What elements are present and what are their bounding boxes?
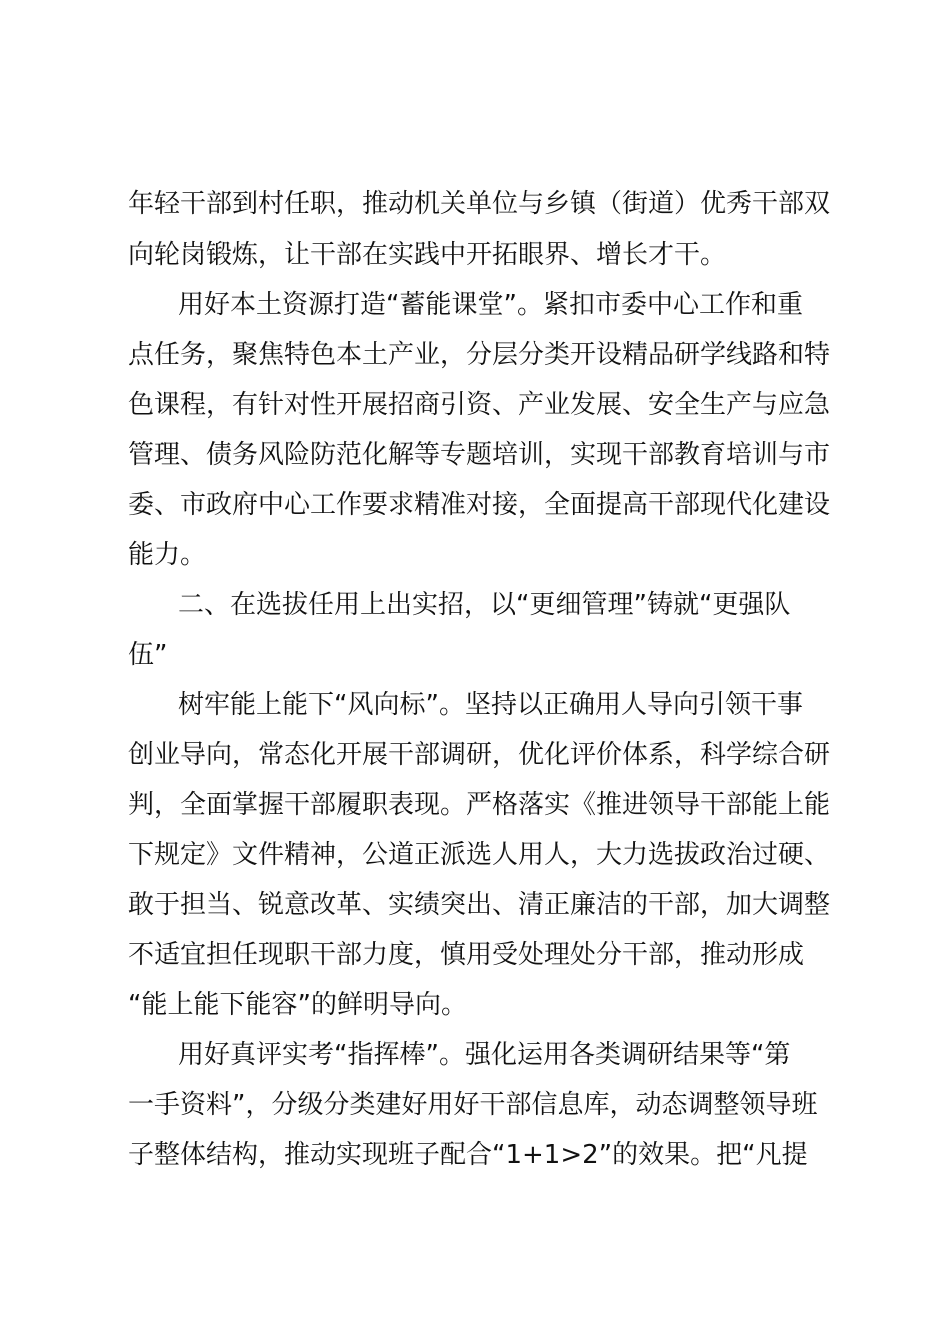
paragraph-line: 下规定》文件精神，公道正派选人用人，大力选拔政治过硬、 bbox=[128, 840, 831, 870]
paragraph-line: 委、市政府中心工作要求精准对接，全面提高干部现代化建设 bbox=[128, 490, 831, 520]
section-heading-line: 伍” bbox=[128, 640, 168, 670]
paragraph-line: 管理、债务风险防范化解等专题培训，实现干部教育培训与市 bbox=[128, 440, 831, 470]
paragraph-line: 色课程，有针对性开展招商引资、产业发展、安全生产与应急 bbox=[128, 390, 831, 420]
paragraph-line: 不适宜担任现职干部力度，慎用受处理处分干部，推动形成 bbox=[128, 940, 805, 970]
paragraph-line: 能力。 bbox=[128, 540, 207, 570]
paragraph-line: 向轮岗锻炼，让干部在实践中开拓眼界、增长才干。 bbox=[128, 240, 727, 270]
paragraph-heading-line: 用好真评实考“指挥棒”。强化运用各类调研结果等“第 bbox=[178, 1040, 791, 1070]
paragraph-line: 判，全面掌握干部履职表现。严格落实《推进领导干部能上能 bbox=[128, 790, 831, 820]
paragraph-line: 点任务，聚焦特色本土产业，分层分类开设精品研学线路和特 bbox=[128, 340, 831, 370]
paragraph-line: 子整体结构，推动实现班子配合“1+1>2”的效果。把“凡提 bbox=[128, 1140, 808, 1170]
paragraph-line: “能上能下能容”的鲜明导向。 bbox=[128, 990, 467, 1020]
paragraph-line: 敢于担当、锐意改革、实绩突出、清正廉洁的干部，加大调整 bbox=[128, 890, 831, 920]
paragraph-heading-line: 用好本土资源打造“蓄能课堂”。紧扣市委中心工作和重 bbox=[178, 290, 803, 320]
paragraph-line: 年轻干部到村任职，推动机关单位与乡镇（街道）优秀干部双 bbox=[128, 189, 831, 219]
paragraph-line: 一手资料”，分级分类建好用好干部信息库，动态调整领导班 bbox=[128, 1090, 818, 1120]
paragraph-heading-line: 树牢能上能下“风向标”。坚持以正确用人导向引领干事 bbox=[178, 690, 803, 720]
paragraph-line: 创业导向，常态化开展干部调研，优化评价体系，科学综合研 bbox=[128, 740, 831, 770]
section-heading-line: 二、在选拔任用上出实招，以“更细管理”铸就“更强队 bbox=[178, 590, 791, 620]
